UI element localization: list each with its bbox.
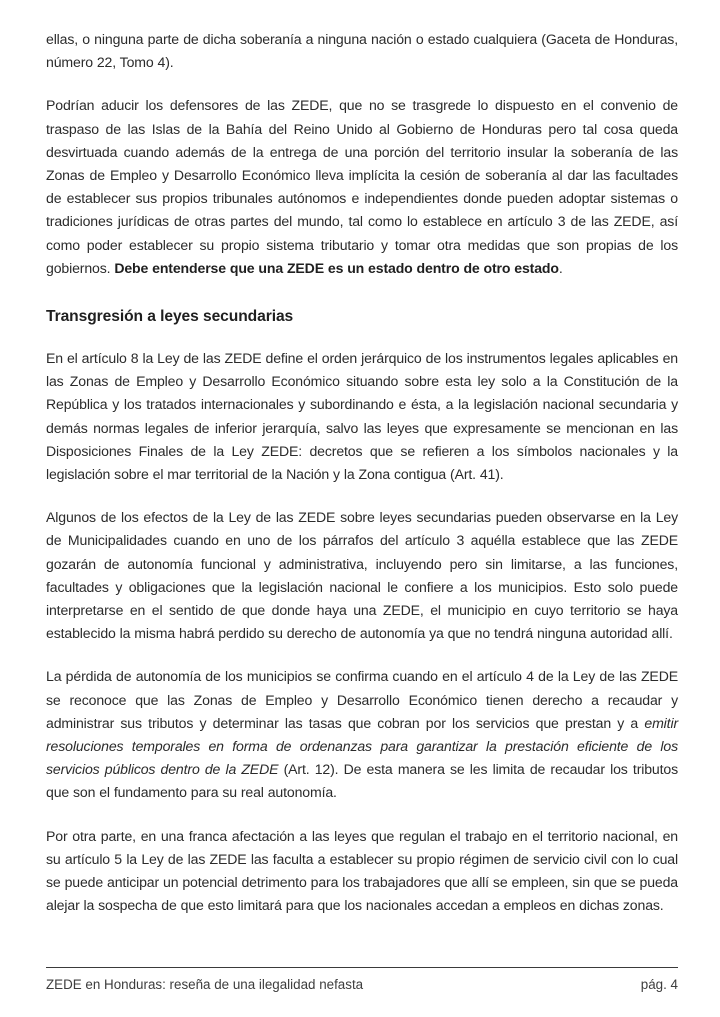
footer-page-number: pág. 4: [640, 977, 678, 992]
paragraph-regimen-servicio-civil: Por otra parte, en una franca afectación a las leyes que regulan el trabajo en el territorio nacional, en su artículo 5 la Ley de las ZEDE las faculta a establecer su propio régimen de servicio civil con lo cual se puede anticipar un potencial detrimento para los trabajadores que allí se empleen, sin que se pueda alejar la sospecha de que esto limitará para que los nacionales accedan a empleos en dichas zonas.: [46, 827, 678, 914]
paragraph-text-run-end: .: [558, 259, 563, 276]
paragraph-zede-defensores: [46, 94, 678, 280]
page-footer: [46, 967, 678, 995]
footer-row: [46, 975, 678, 995]
paragraph-continuation: ellas, o ninguna parte de dicha soberanía a ninguna nación o estado cualquiera (Gaceta de Honduras, número 22, Tomo 4).: [46, 31, 678, 71]
paragraph-text-run: Podrían aducir los defensores de las ZEDE, que no se trasgrede lo dispuesto en el convenio de traspaso de las Islas de la Bahía del Reino Unido al Gobierno de Honduras pero tal cosa queda desvirtuada cuando además de la entrega de una porción del territorio insular la soberanía de las Zonas de Empleo y Desarrollo Económico lleva implícita la cesión de soberanía al dar las facultades de establecer sus propios tribunales autónomos e independientes donde pueden adoptar sistemas o tradiciones jurídicas de otras partes del mundo, tal como lo establece en artículo 3 de las ZEDE, así como poder establecer su propio sistema tributario y tomar otra medidas que son propias de los gobiernos.: [46, 97, 678, 276]
footer-divider: [46, 967, 678, 968]
paragraph-italic-quote: emitir resoluciones temporales en forma de ordenanzas para garantizar la prestación eficiente de los servicios públicos dentro de la ZEDE: [46, 714, 678, 778]
section-heading-transgresion: Transgresión a leyes secundarias: [46, 308, 294, 326]
page-content: [46, 28, 678, 918]
paragraph-text-run-end: (Art. 12). De esta manera se les limita de recaudar los tributos que son el fundamento para su real autonomía.: [46, 761, 679, 801]
paragraph-ley-municipalidades: Algunos de los efectos de la Ley de las ZEDE sobre leyes secundarias pueden observarse en la Ley de Municipalidades cuando en uno de los párrafos del artículo 3 aquélla establece que las ZEDE gozarán de autonomía funcional y administrativa, incluyendo pero sin limitarse, a las funciones, facultades y obligaciones que la legislación nacional le confiere a los municipios. Esto solo puede interpretarse en el sentido de que donde haya una ZEDE, el municipio en cuyo territorio se haya establecido la misma habrá perdido su derecho de autonomía ya que no tendrá ninguna autoridad allí.: [46, 509, 678, 642]
footer-document-title: ZEDE en Honduras: reseña de una ilegalidad nefasta: [46, 977, 364, 992]
paragraph-articulo-8: En el artículo 8 la Ley de las ZEDE define el orden jerárquico de los instrumentos legales aplicables en las Zonas de Empleo y Desarrollo Económico situando sobre esta ley solo a la Constitución de la República y los tratados internacionales y subordinando e ésta, a la legislación nacional secundaria y demás normas legales de inferior jerarquía, salvo las leyes que expresamente se mencionan en las Disposiciones Finales de la Ley ZEDE: decretos que se refieren a los símbolos nacionales y la legislación sobre el mar territorial de la Nación y la Zona contigua (Art. 41).: [46, 350, 678, 483]
paragraph-bold-emphasis: Debe entenderse que una ZEDE es un estado dentro de otro estado: [114, 259, 559, 276]
paragraph-text-run: La pérdida de autonomía de los municipios se confirma cuando en el artículo 4 de la Ley de las ZEDE se reconoce que las Zonas de Empleo y Desarrollo Económico tienen derecho a recaudar y administrar sus tributos y determinar las tasas que cobran por los servicios que prestan y a: [46, 668, 678, 731]
paragraph-perdida-autonomia: [46, 665, 678, 804]
